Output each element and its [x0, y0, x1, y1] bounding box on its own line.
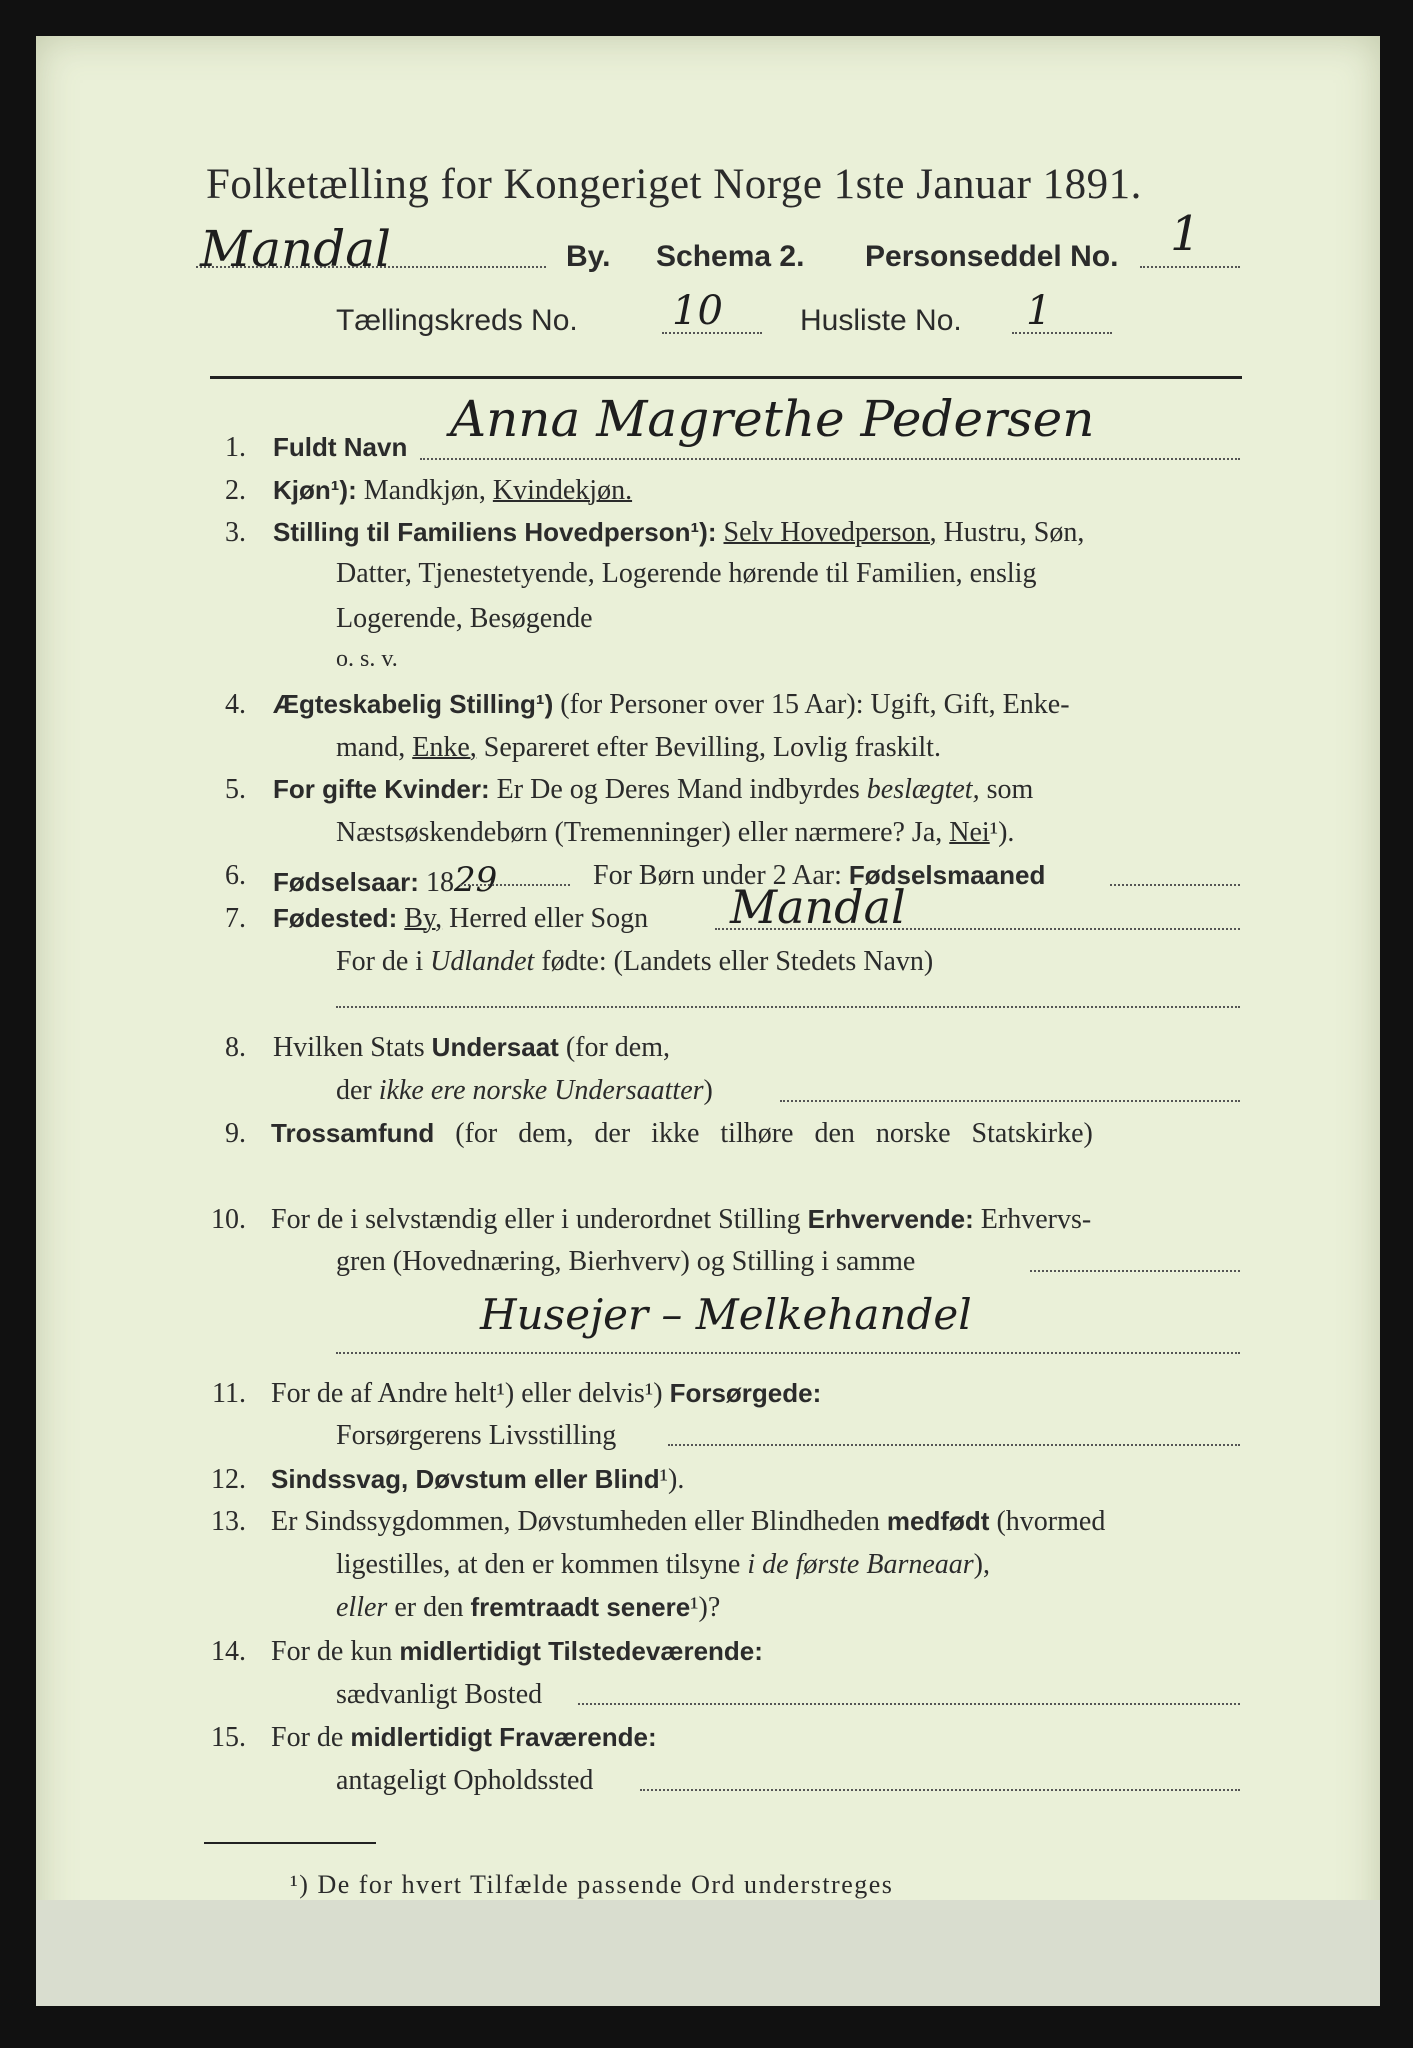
husliste-dotted-line	[1012, 332, 1112, 334]
form-title: Folketælling for Kongeriget Norge 1ste Januar 1891.	[206, 161, 1142, 208]
item-8-der: der	[336, 1075, 372, 1106]
item-15-number: 15.	[211, 1722, 246, 1753]
item-2-label: Kjøn¹):	[273, 475, 357, 505]
item-3-line-1-rest: Hustru, Søn,	[943, 517, 1085, 548]
item-14-dotted-line	[578, 1703, 1240, 1705]
item-4-number: 4.	[225, 689, 246, 720]
item-5-label: For gifte Kvinder:	[273, 774, 490, 804]
item-12-number: 12.	[211, 1464, 246, 1495]
item-5-line-1-end: som	[986, 774, 1034, 805]
item-10-line-1	[271, 1204, 1091, 1236]
item-3-number: 3.	[225, 517, 246, 548]
husliste-number: 1	[1026, 288, 1052, 334]
item-13-bold: medfødt	[886, 1506, 990, 1536]
personseddel-dotted-line	[1140, 266, 1240, 268]
item-8-line-2	[336, 1075, 713, 1107]
item-7-udlandet: Udlandet	[430, 946, 535, 977]
item-9-number: 9.	[225, 1118, 246, 1149]
item-7-line-2-rest: fødte: (Landets eller Stedets Navn)	[541, 946, 934, 977]
page-bottom-edge	[36, 1900, 1380, 2006]
item-6-children-note: For Børn under 2 Aar:	[593, 860, 842, 891]
item-13-line-2-end: ),	[973, 1549, 990, 1580]
full-name-value: Anna Magrethe Pedersen	[450, 390, 1095, 448]
item-3-line-4: o. s. v.	[336, 646, 398, 672]
item-5-end: ¹).	[989, 817, 1015, 848]
item-3-line-3: Logerende, Besøgende	[336, 603, 593, 634]
item-4-mand: mand,	[336, 732, 406, 763]
birthplace-value: Mandal	[730, 880, 906, 934]
item-7-line-2-a: For de i	[336, 946, 424, 977]
kreds-number: 10	[672, 288, 723, 334]
item-11-line-2: Forsørgerens Livsstilling	[336, 1420, 617, 1451]
item-4-line-2	[336, 732, 941, 764]
schema-label: Schema 2.	[656, 240, 805, 273]
item-5-italic: beslægtet,	[866, 774, 980, 805]
by-label: By.	[566, 240, 611, 273]
item-14-line-1	[271, 1636, 763, 1668]
item-6-line	[273, 860, 497, 900]
item-13-line-3-a: er den	[394, 1592, 464, 1623]
kreds-label: Tællingskreds No.	[336, 304, 578, 337]
birth-year-handwritten: 29	[453, 860, 498, 900]
item-7-dotted-line-2	[336, 1006, 1240, 1008]
marital-option-selected: Enke,	[412, 732, 477, 763]
related-option-selected: Nei	[949, 817, 990, 848]
item-6-label: Fødselsaar:	[273, 867, 419, 897]
item-5-line-1	[273, 774, 1033, 806]
item-9-label: Trossamfund	[271, 1118, 435, 1148]
item-11-dotted-line	[668, 1444, 1240, 1446]
item-8-italic: ikke ere norske Undersaatter	[378, 1075, 704, 1106]
item-5-line-2	[336, 817, 1014, 849]
item-5-number: 5.	[225, 774, 246, 805]
item-3-line-2: Datter, Tjenestetyende, Logerende hørende til Familien, enslig	[336, 558, 1037, 589]
item-12-label: Sindssvag, Døvstum eller Blind	[271, 1464, 660, 1494]
kreds-dotted-line	[662, 332, 762, 334]
item-15-bold: midlertidigt Fraværende:	[350, 1722, 657, 1752]
item-2-number: 2.	[225, 475, 246, 506]
item-7-dotted-line	[715, 928, 1240, 930]
item-13-end: (hvormed	[996, 1506, 1106, 1537]
item-15-line-1	[271, 1722, 657, 1754]
item-10-end: Erhvervs-	[980, 1204, 1092, 1235]
item-11-number: 11.	[212, 1378, 246, 1409]
item-13-line-1	[271, 1506, 1105, 1538]
birth-month-dotted-line	[1110, 884, 1240, 886]
personseddel-number: 1	[1170, 206, 1201, 262]
item-1-number: 1.	[225, 432, 246, 463]
item-13-line-3	[336, 1592, 720, 1624]
item-4-line-1-rest: (for Personer over 15 Aar): Ugift, Gift, Enke-	[560, 689, 1070, 720]
item-4-label: Ægteskabelig Stilling¹)	[273, 689, 554, 719]
footnote: ¹) De for hvert Tilfælde passende Ord understreges	[290, 1870, 894, 1899]
item-13-italic: i de første Barneaar	[747, 1549, 974, 1580]
item-1-label: Fuldt Navn	[273, 432, 408, 462]
item-10-dotted-line-2	[336, 1352, 1240, 1354]
item-11-bold: Forsørgede:	[669, 1378, 822, 1408]
item-10-line-2: gren (Hovednæring, Bierhverv) og Stilling i samme	[336, 1246, 916, 1277]
item-8-bold: Undersaat	[431, 1032, 559, 1062]
kjon-option-male: Mandkjøn,	[363, 475, 486, 506]
item-5-line-1-rest: Er De og Deres Mand indbyrdes	[496, 774, 860, 805]
item-11-line-1	[271, 1378, 821, 1410]
item-8-number: 8.	[225, 1032, 246, 1063]
footnote-rule	[204, 1842, 376, 1844]
item-11-a: For de af Andre helt¹) eller delvis¹)	[271, 1378, 663, 1409]
item-14-line-2: sædvanligt Bosted	[336, 1679, 543, 1710]
item-7-label: Fødested:	[273, 903, 398, 933]
item-15-dotted-line	[640, 1789, 1240, 1791]
item-13-line-3-bold: fremtraadt senere	[470, 1592, 691, 1622]
item-9-line	[271, 1118, 1093, 1150]
header-rule	[210, 376, 1242, 379]
item-15-line-2: antageligt Opholdssted	[336, 1765, 594, 1796]
item-13-line-2	[336, 1549, 990, 1581]
item-4-line-1	[273, 689, 1070, 721]
item-5-question: Næstsøskendebørn (Tremenninger) eller nærmere? Ja,	[336, 817, 943, 848]
birthplace-option-selected: By,	[404, 903, 443, 934]
item-12-line	[271, 1464, 684, 1496]
item-9-rest: (for dem, der ikke tilhøre den norske Statskirke)	[455, 1118, 1093, 1149]
item-13-line-2-a: ligestilles, at den er kommen tilsyne	[336, 1549, 741, 1580]
birth-year-prefix: 18	[425, 867, 454, 898]
item-10-a: For de i selvstændig eller i underordnet Stilling	[271, 1204, 801, 1235]
town-dotted-line	[196, 266, 546, 268]
item-8-line-1	[273, 1032, 670, 1064]
item-8-a: Hvilken Stats	[273, 1032, 425, 1063]
item-1-dotted-line	[420, 458, 1240, 460]
kjon-option-female-selected: Kvindekjøn.	[492, 475, 633, 506]
item-13-line-3-end: ¹)?	[690, 1592, 721, 1623]
item-12-end: ¹).	[659, 1464, 685, 1495]
item-7-number: 7.	[225, 903, 246, 934]
item-3-line-1	[273, 517, 1084, 549]
item-10-number: 10.	[211, 1204, 246, 1235]
item-14-a: For de kun	[271, 1636, 393, 1667]
item-7-rest: Herred eller Sogn	[449, 903, 649, 934]
item-13-a: Er Sindssygdommen, Døvstumheden eller Blindheden	[271, 1506, 880, 1537]
stilling-option-selected: Selv Hovedperson,	[723, 517, 937, 548]
item-7-line-2	[336, 946, 933, 978]
personseddel-label: Personseddel No.	[865, 240, 1119, 273]
item-15-a: For de	[271, 1722, 344, 1753]
item-14-number: 14.	[211, 1636, 246, 1667]
husliste-label: Husliste No.	[800, 304, 962, 337]
occupation-value: Husejer – Melkehandel	[480, 1290, 972, 1339]
town-name-handwritten: Mandal	[200, 220, 392, 278]
item-13-number: 13.	[211, 1506, 246, 1537]
item-8-end: )	[703, 1075, 713, 1106]
item-6-label-2: Fødselsmaaned	[848, 860, 1046, 890]
item-14-bold: midlertidigt Tilstedeværende:	[399, 1636, 763, 1666]
item-7-line-1	[273, 903, 648, 935]
item-3-label: Stilling til Familiens Hovedperson¹):	[273, 517, 717, 547]
item-8-rest: (for dem,	[565, 1032, 671, 1063]
item-10-dotted-line	[1030, 1270, 1240, 1272]
item-13-eller: eller	[336, 1592, 388, 1623]
item-2-line	[273, 475, 632, 507]
item-6-number: 6.	[225, 860, 246, 891]
item-8-dotted-line	[780, 1100, 1240, 1102]
birth-year-dotted-line	[460, 884, 570, 886]
item-4-line-2-rest: Separeret efter Bevilling, Lovlig fraskilt.	[483, 732, 941, 763]
item-10-bold: Erhvervende:	[807, 1204, 974, 1234]
